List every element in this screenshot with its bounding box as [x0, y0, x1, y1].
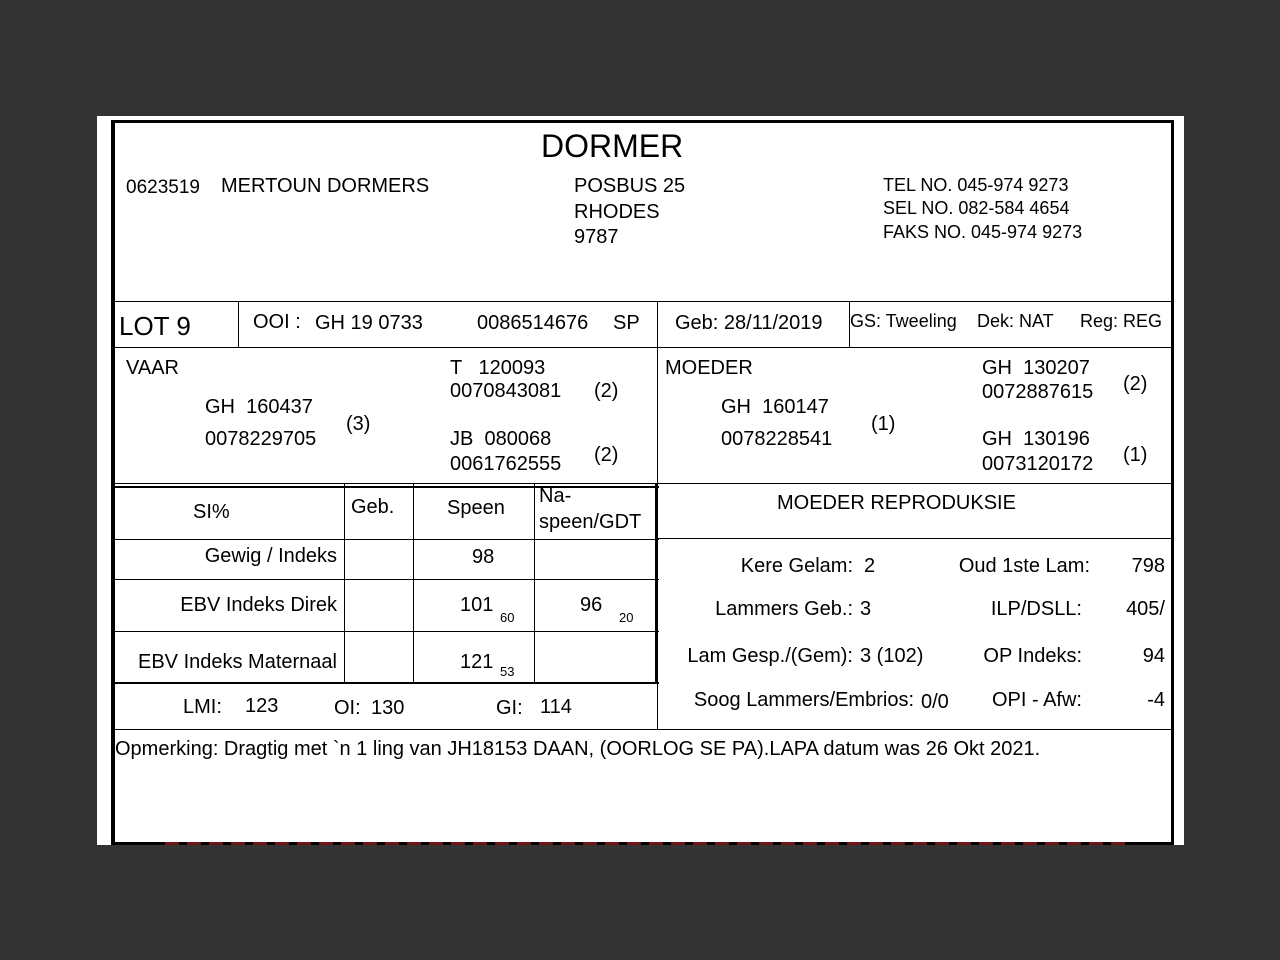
- repro-left-value: 2: [864, 555, 876, 577]
- naspeen-header-2: speen/GDT: [539, 511, 642, 533]
- border-top: [111, 120, 1174, 123]
- vaar-number: 0078229705: [205, 428, 317, 450]
- moeder-dam-number: 0073120172: [982, 453, 1094, 475]
- gi-label: GI:: [496, 697, 523, 719]
- oi-label: OI:: [334, 697, 361, 719]
- vaar-sire-count: (2): [594, 380, 619, 402]
- breed-title: DORMER: [541, 128, 684, 164]
- moeder-sire-count: (2): [1123, 373, 1148, 395]
- si-row-label: EBV Indeks Maternaal: [138, 651, 337, 673]
- moeder-sire-id: GH 130207: [982, 357, 1090, 379]
- repro-right-label: OPI - Afw:: [991, 689, 1082, 711]
- lot-label: LOT 9: [119, 311, 191, 341]
- repro-left-label: Soog Lammers/Embrios:: [693, 689, 914, 711]
- ooi-id: GH 19 0733: [315, 312, 423, 334]
- repro-left-value: 3: [860, 598, 872, 620]
- si-row-label: EBV Indeks Direk: [180, 594, 337, 616]
- contact-line: FAKS NO. 045-974 9273: [883, 222, 1083, 242]
- moeder-sire-number: 0072887615: [982, 381, 1094, 403]
- divider: [111, 347, 1174, 348]
- vaar-count: (3): [346, 413, 371, 435]
- lot-card: [97, 116, 1184, 845]
- repro-left-label: Lam Gesp./(Gem):: [687, 645, 853, 667]
- divider: [111, 539, 659, 540]
- repro-right-label: OP Indeks:: [983, 645, 1082, 667]
- si-row-naspeen-sub: 20: [619, 610, 634, 625]
- vaar-label: VAAR: [126, 357, 179, 379]
- geb-header: Geb.: [351, 496, 395, 518]
- divider: [111, 483, 1174, 484]
- gi-value: 114: [540, 696, 572, 718]
- birth-date: Geb: 28/11/2019: [675, 312, 823, 334]
- repro-left-label: Lammers Geb.:: [715, 598, 853, 620]
- ooi-suffix: SP: [613, 312, 640, 334]
- divider: [111, 486, 659, 488]
- repro-right-value: 405/: [1126, 598, 1165, 620]
- vaar-id: GH 160437: [205, 396, 313, 418]
- breeder-name: MERTOUN DORMERS: [221, 175, 430, 197]
- moeder-number: 0078228541: [721, 428, 833, 450]
- vaar-dam-number: 0061762555: [450, 453, 562, 475]
- repro-right-value: 94: [1142, 645, 1165, 667]
- si-row-speen: 101: [460, 594, 494, 616]
- dek-value: Dek: NAT: [977, 311, 1054, 331]
- repro-left-value: 0/0: [921, 691, 949, 713]
- ooi-number: 0086514676: [477, 312, 589, 334]
- contact-line: TEL NO. 045-974 9273: [883, 175, 1069, 195]
- vaar-dam-count: (2): [594, 444, 619, 466]
- divider: [344, 484, 345, 683]
- moeder-dam-id: GH 130196: [982, 428, 1090, 450]
- divider: [111, 682, 659, 684]
- lmi-value: 123: [245, 695, 279, 717]
- divider: [534, 484, 535, 683]
- si-row-speen: 98: [472, 546, 495, 568]
- si-header: SI%: [193, 501, 230, 523]
- divider: [238, 301, 239, 347]
- naspeen-header: Na-: [539, 485, 572, 507]
- speen-header: Speen: [447, 497, 505, 519]
- moeder-dam-count: (1): [1123, 444, 1148, 466]
- gs-value: GS: Tweeling: [850, 311, 957, 331]
- divider: [657, 301, 658, 484]
- moeder-id: GH 160147: [721, 396, 829, 418]
- breeder-code: 0623519: [126, 177, 200, 198]
- repro-left-label: Kere Gelam:: [740, 555, 853, 577]
- si-row-speen-sub: 60: [500, 610, 515, 625]
- address-line: 9787: [574, 226, 619, 248]
- lmi-label: LMI:: [183, 696, 222, 718]
- remark-text: Opmerking: Dragtig met `n 1 ling van JH18153 DAAN, (OORLOG SE PA).LAPA datum was 26 Okt 2021.: [115, 738, 1041, 760]
- repro-right-label: Oud 1ste Lam:: [958, 555, 1090, 577]
- cut-off-text-line: [165, 842, 1125, 845]
- repro-right-label: ILP/DSLL:: [990, 598, 1082, 620]
- divider: [111, 729, 1174, 730]
- repro-right-value: -4: [1147, 689, 1165, 711]
- si-row-naspeen: 96: [580, 594, 603, 616]
- moeder-label: MOEDER: [665, 357, 753, 379]
- vaar-dam-id: JB 080068: [450, 428, 552, 450]
- address-line: POSBUS 25: [574, 175, 686, 197]
- divider: [111, 301, 1174, 302]
- divider: [658, 538, 1174, 539]
- vaar-sire-id: T 120093: [450, 357, 546, 379]
- moeder-count: (1): [871, 413, 896, 435]
- si-row-speen: 121: [460, 651, 494, 673]
- si-row-label: Gewig / Indeks: [204, 545, 337, 567]
- divider: [111, 579, 659, 580]
- address-line: RHODES: [574, 201, 660, 223]
- reproduction-title: MOEDER REPRODUKSIE: [777, 492, 1016, 514]
- oi-value: 130: [371, 697, 405, 719]
- reg-value: Reg: REG: [1080, 311, 1163, 331]
- contact-line: SEL NO. 082-584 4654: [883, 198, 1070, 218]
- repro-left-value: 3 (102): [860, 645, 924, 667]
- divider: [413, 484, 414, 683]
- repro-right-value: 798: [1131, 555, 1165, 577]
- divider: [111, 631, 659, 632]
- ooi-label: OOI :: [253, 311, 301, 333]
- vaar-sire-number: 0070843081: [450, 380, 562, 402]
- si-row-speen-sub: 53: [500, 664, 515, 679]
